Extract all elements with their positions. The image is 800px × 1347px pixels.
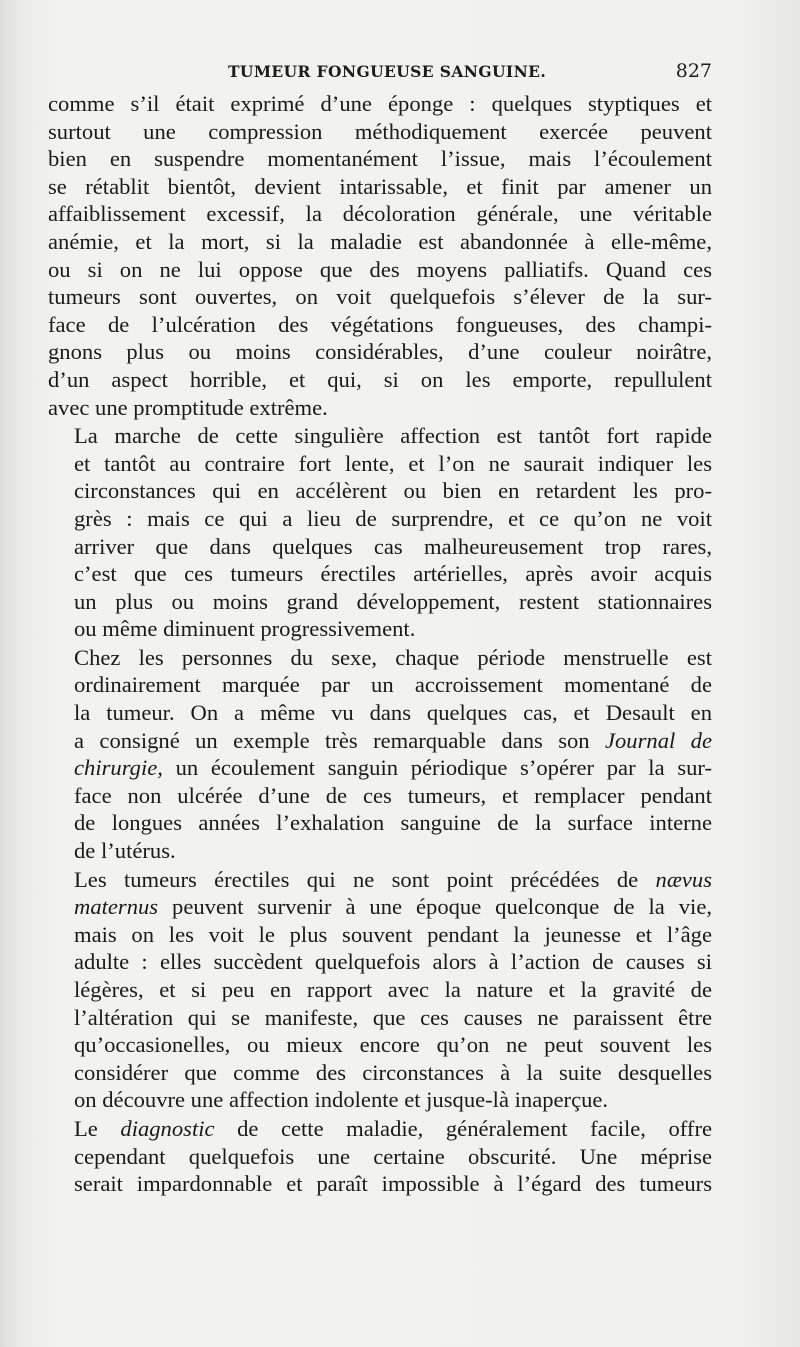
text-line: comme s’il était exprimé d’une éponge : quelques styptiques et [48, 91, 712, 116]
text-line: surtout une compression méthodiquement exercée peuvent [48, 118, 712, 144]
text-line: la tumeur. On a même vu dans quelques cas, et Desault en [74, 700, 712, 726]
text-line: Le diagnostic de cette maladie, généralement facile, offre [74, 1115, 712, 1141]
text-line: anémie, et la mort, si la maladie est abandonnée à elle-même, [48, 228, 712, 254]
text-line: arriver que dans quelques cas malheureusement trop rares, [74, 533, 712, 559]
text-line: mais on les voit le plus souvent pendant la jeunesse et l’âge [74, 921, 712, 947]
paragraph-5 [48, 1115, 712, 1198]
text-line: tumeurs sont ouvertes, on voit quelquefois s’élever de la sur- [48, 284, 712, 310]
paragraph-1 [48, 90, 712, 421]
text-line: cependant quelquefois une certaine obscurité. Une méprise [74, 1143, 712, 1169]
text-line: grès : mais ce qui a lieu de surprendre, et ce qu’on ne voit [74, 505, 712, 531]
text-line: légères, et si peu en rapport avec la nature et la gravité de [74, 977, 712, 1002]
text-line: de longues années l’exhalation sanguine de la surface interne [74, 810, 712, 836]
running-head: TUMEUR FONGUEUSE SANGUINE. [228, 62, 547, 81]
text-line: ou si on ne lui oppose que des moyens palliatifs. Quand ces [48, 256, 712, 282]
text-line: maternus peuvent survenir à une époque quelconque de la vie, [74, 894, 712, 920]
text-line: ordinairement marquée par un accroissement momentané de [74, 672, 712, 698]
text-line: La marche de cette singulière affection est tantôt fort rapide [74, 423, 712, 449]
latin-term-italic: maternus [74, 894, 159, 920]
body-text [48, 90, 712, 1198]
paragraph-2 [48, 422, 712, 643]
text-line: circonstances qui en accélèrent ou bien en retardent les pro- [74, 478, 712, 504]
text-line: c’est que ces tumeurs érectiles artérielles, après avoir acquis [74, 561, 712, 587]
text-line: de l’utérus. [74, 838, 176, 864]
diagnostic-term-italic: diagnostic [120, 1115, 215, 1141]
text-line: face non ulcérée d’une de ces tumeurs, et remplacer pendant [74, 782, 712, 808]
journal-title-italic: chirurgie, [74, 755, 163, 781]
text-line: Les tumeurs érectiles qui ne sont point précédées de nævus [74, 866, 712, 892]
latin-term-italic: nævus [655, 866, 712, 892]
text-line: d’un aspect horrible, et qui, si on les emporte, repullulent [48, 366, 712, 392]
text-line: un plus ou moins grand développement, restent stationnaires [74, 588, 712, 614]
paragraph-3 [48, 644, 712, 865]
page-header [48, 60, 712, 86]
text-line: on découvre une affection indolente et jusque-là inaperçue. [74, 1087, 609, 1113]
text-line: considérer que comme des circonstances à la suite desquelles [74, 1059, 712, 1085]
text-line: avec une promptitude extrême. [48, 394, 328, 420]
text-line: et tantôt au contraire fort lente, et l’on ne saurait indiquer les [74, 450, 712, 476]
text-line: bien en suspendre momentanément l’issue, mais l’écoulement [48, 146, 712, 172]
text-line: face de l’ulcération des végétations fongueuses, des champi- [48, 311, 712, 337]
text-line: ou même diminuent progressivement. [74, 616, 416, 642]
text-line: serait impardonnable et paraît impossible à l’égard des tumeurs [74, 1171, 712, 1197]
text-line: se rétablit bientôt, devient intarissable, et finit par amener un [48, 173, 712, 199]
text-line: qu’occasionelles, ou mieux encore qu’on ne peut souvent les [74, 1032, 712, 1058]
text-line: gnons plus ou moins considérables, d’une couleur noirâtre, [48, 339, 712, 365]
text-line: chirurgie, un écoulement sanguin périodique s’opérer par la sur- [74, 755, 712, 781]
text-line: affaiblissement excessif, la décoloration générale, une véritable [48, 201, 712, 227]
text-line: adulte : elles succèdent quelquefois alors à l’action de causes si [74, 949, 712, 975]
text-line: l’altération qui se manifeste, que ces causes ne paraissent être [74, 1004, 712, 1030]
page-number: 827 [675, 60, 712, 82]
journal-title-italic: Journal de [604, 727, 712, 753]
text-line: Chez les personnes du sexe, chaque période menstruelle est [74, 644, 712, 670]
text-line: a consigné un exemple très remarquable dans son Journal de [74, 727, 712, 753]
paragraph-4 [48, 866, 712, 1114]
